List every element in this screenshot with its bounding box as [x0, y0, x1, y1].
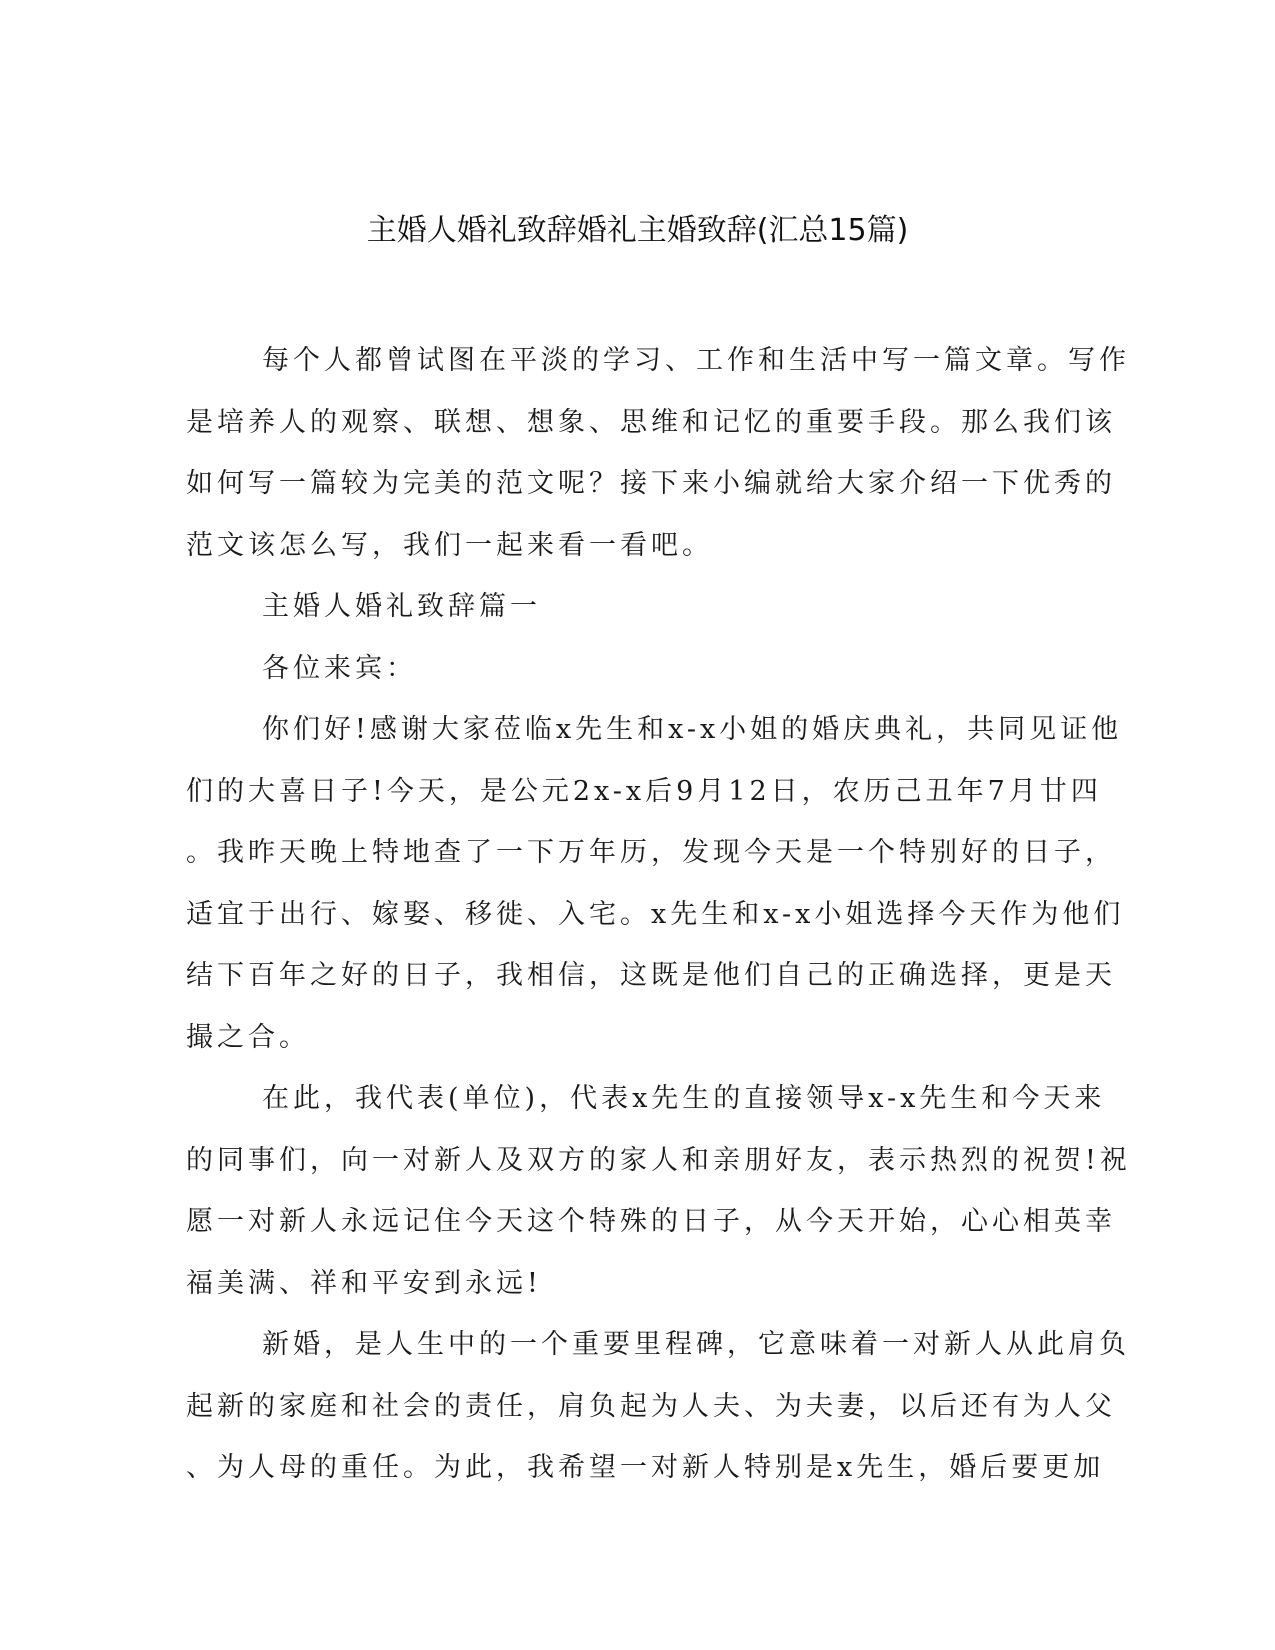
- text-line: 起新的家庭和社会的责任，肩负起为人夫、为夫妻，以后还有为人父: [186, 1390, 1116, 1422]
- text-line: 的同事们，向一对新人及双方的家人和亲朋好友，表示热烈的祝贺!祝: [186, 1144, 1131, 1176]
- text-line: 主婚人婚礼致辞篇一: [262, 591, 541, 622]
- text-line: 范文该怎么写，我们一起来看一看吧。: [186, 529, 713, 561]
- text-line: 你们好!感谢大家莅临x先生和x-x小姐的婚庆典礼，共同见证他: [262, 714, 1123, 745]
- paragraph-intro: [186, 330, 1130, 576]
- salutation: [186, 638, 1071, 700]
- section-heading: [186, 576, 1071, 638]
- text-line: 结下百年之好的日子，我相信，这既是他们自己的正确选择，更是天: [186, 960, 1116, 991]
- text-line: 各位来宾：: [262, 652, 417, 684]
- text-line: 们的大喜日子!今天，是公元2x-x后9月12日，农历己丑年7月廿四: [186, 775, 1102, 807]
- text-line: 每个人都曾试图在平淡的学习、工作和生活中写一篇文章。写作: [262, 345, 1130, 376]
- text-line: 是培养人的观察、联想、想象、思维和记忆的重要手段。那么我们该: [186, 406, 1116, 438]
- paragraph-marriage: [186, 1314, 1130, 1499]
- text-line: 在此，我代表(单位)，代表x先生的直接领导x-x先生和今天来: [262, 1083, 1106, 1114]
- text-line: 福美满、祥和平安到永远!: [186, 1267, 542, 1299]
- text-line: 。我昨天晚上特地查了一下万年历，发现今天是一个特别好的日子，: [186, 837, 1116, 868]
- text-line: 新婚，是人生中的一个重要里程碑，它意味着一对新人从此肩负: [262, 1329, 1130, 1360]
- document-body: [186, 330, 1131, 1499]
- text-line: 、为人母的重任。为此，我希望一对新人特别是x先生，婚后要更加: [186, 1452, 1105, 1483]
- text-line: 适宜于出行、嫁娶、移徙、入宅。x先生和x-x小姐选择今天作为他们: [186, 898, 1125, 930]
- text-line: 如何写一篇较为完美的范文呢？接下来小编就给大家介绍一下优秀的: [186, 468, 1116, 499]
- document-title: 主婚人婚礼致辞婚礼主婚致辞(汇总15篇): [366, 213, 909, 248]
- text-line: 撮之合。: [186, 1021, 310, 1053]
- text-line: 愿一对新人永远记住今天这个特殊的日子，从今天开始，心心相英幸: [186, 1206, 1116, 1237]
- paragraph-congratulations: [186, 1068, 1131, 1314]
- paragraph-greeting: [186, 699, 1125, 1068]
